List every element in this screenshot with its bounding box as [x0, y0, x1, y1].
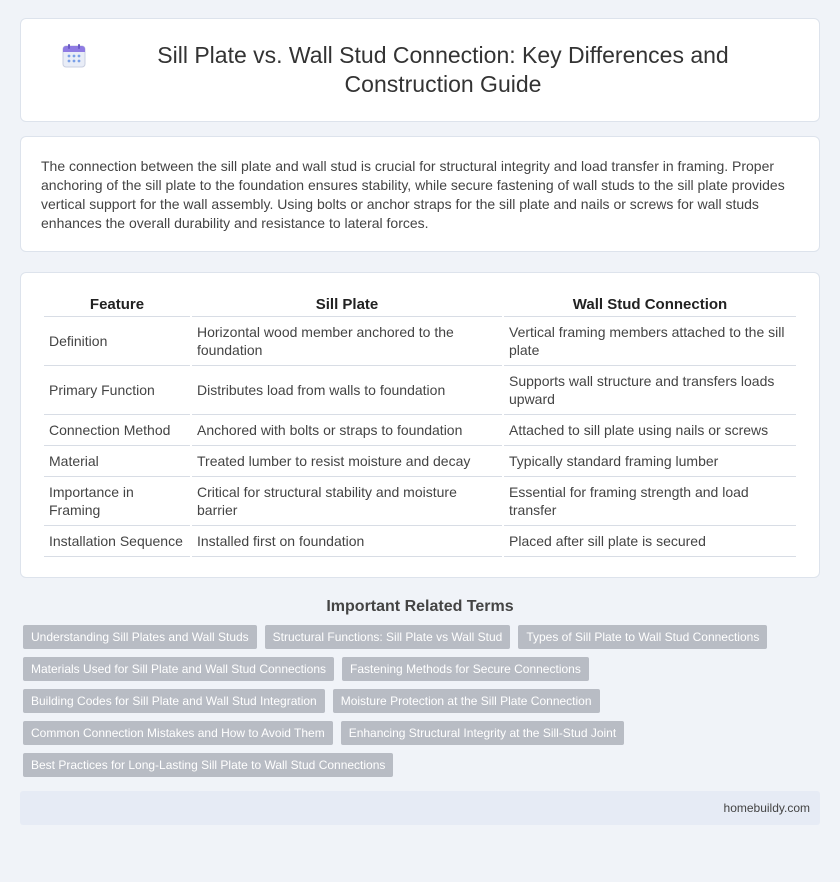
title-wrap: [61, 41, 779, 99]
table-header-row: [44, 293, 796, 317]
related-term-tag[interactable]: Structural Functions: Sill Plate vs Wall Stud: [265, 625, 511, 649]
related-term-tag[interactable]: Enhancing Structural Integrity at the Sill-Stud Joint: [341, 721, 624, 745]
table-cell: Material: [44, 446, 190, 477]
title-card: [20, 18, 820, 122]
table-row: [44, 477, 796, 526]
table-row: [44, 526, 796, 557]
table-cell: Supports wall structure and transfers loads upward: [504, 366, 796, 415]
table-header-cell: Wall Stud Connection: [504, 293, 796, 317]
related-term-tag[interactable]: Best Practices for Long-Lasting Sill Plate to Wall Stud Connections: [23, 753, 393, 777]
table-cell: Vertical framing members attached to the sill plate: [504, 317, 796, 366]
table-row: [44, 366, 796, 415]
intro-paragraph: The connection between the sill plate and wall stud is crucial for structural integrity and load transfer in framing. Proper anchoring of the sill plate to the foundation ensures stability, while secure fastening of wall studs to the sill plate provides vertical support for the wall assembly. Using bolts or anchor straps for the sill plate and nails or screws for wall studs enhances the overall durability and resistance to lateral forces.: [41, 158, 785, 231]
table-header-cell: Feature: [44, 293, 190, 317]
table-row: [44, 317, 796, 366]
comparison-table: [42, 293, 798, 557]
table-cell: Attached to sill plate using nails or screws: [504, 415, 796, 446]
related-term-tag[interactable]: Materials Used for Sill Plate and Wall Stud Connections: [23, 657, 334, 681]
table-cell: Definition: [44, 317, 190, 366]
table-cell: Typically standard framing lumber: [504, 446, 796, 477]
table-cell: Anchored with bolts or straps to foundation: [192, 415, 502, 446]
table-cell: Installed first on foundation: [192, 526, 502, 557]
table-row: [44, 415, 796, 446]
comparison-table-card: [20, 272, 820, 578]
table-cell: Importance in Framing: [44, 477, 190, 526]
footer-site-name[interactable]: homebuildy.com: [723, 801, 810, 815]
table-cell: Primary Function: [44, 366, 190, 415]
table-cell: Distributes load from walls to foundation: [192, 366, 502, 415]
table-cell: Horizontal wood member anchored to the foundation: [192, 317, 502, 366]
table-header-cell: Sill Plate: [192, 293, 502, 317]
table-row: [44, 446, 796, 477]
table-cell: Placed after sill plate is secured: [504, 526, 796, 557]
related-term-tag[interactable]: Types of Sill Plate to Wall Stud Connections: [518, 625, 767, 649]
table-cell: Treated lumber to resist moisture and decay: [192, 446, 502, 477]
related-terms-title: Important Related Terms: [326, 598, 514, 615]
table-cell: Essential for framing strength and load transfer: [504, 477, 796, 526]
related-term-tag[interactable]: Moisture Protection at the Sill Plate Connection: [333, 689, 600, 713]
table-cell: Installation Sequence: [44, 526, 190, 557]
related-term-tag[interactable]: Common Connection Mistakes and How to Avoid Them: [23, 721, 333, 745]
intro-card: [20, 136, 820, 252]
related-term-tag[interactable]: Understanding Sill Plates and Wall Studs: [23, 625, 257, 649]
calendar-icon: [61, 43, 87, 69]
table-cell: Connection Method: [44, 415, 190, 446]
page-title: Sill Plate vs. Wall Stud Connection: Key Differences and Construction Guide: [157, 42, 729, 97]
related-terms-list: [0, 625, 840, 777]
related-term-tag[interactable]: Building Codes for Sill Plate and Wall Stud Integration: [23, 689, 325, 713]
footer-bar: [20, 791, 820, 825]
table-cell: Critical for structural stability and moisture barrier: [192, 477, 502, 526]
related-term-tag[interactable]: Fastening Methods for Secure Connections: [342, 657, 589, 681]
